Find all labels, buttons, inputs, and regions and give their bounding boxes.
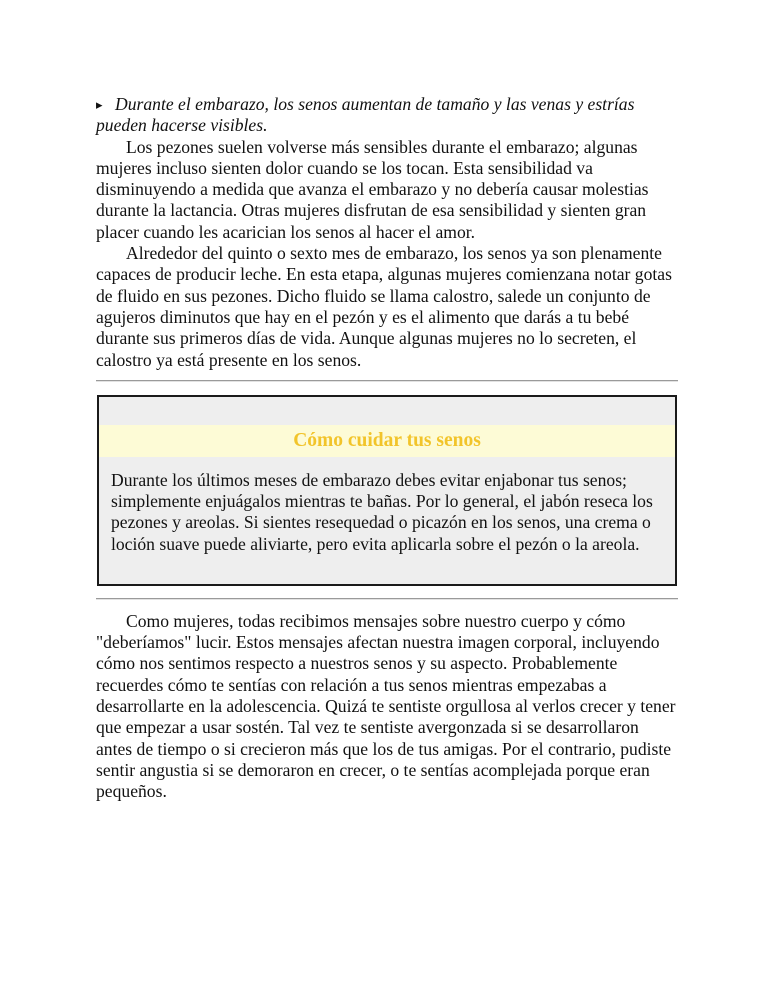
box-top-band: [99, 397, 675, 425]
horizontal-divider-top: [96, 380, 678, 382]
paragraph-colostrum: Alrededor del quinto o sexto mes de embarazo, los senos ya son plenamente capaces de producir leche. En esta etapa, algunas mujeres comienzana notar gotas de fluido en sus pezones. Dicho fluido se llama calostro, salede un conjunto de agujeros diminutos que hay en el pezón y es el alimento que darás a tu bebé durante sus primeros días de vida. Aunque algunas mujeres no lo secreten, el calostro ya está presente en los senos.: [96, 243, 672, 370]
box-title: Cómo cuidar tus senos: [293, 429, 481, 451]
triangle-bullet-icon: ▸: [96, 97, 103, 112]
box-body-text: Durante los últimos meses de embarazo debes evitar enjabonar tus senos; simplemente enjuágalos mientras te bañas. Por lo general, el jabón reseca los pezones y areolas. Si sientes resequedad o picazón en los senos, una crema o loción suave puede aliviarte, pero evita aplicarla sobre el pezón o la areola.: [111, 469, 653, 554]
box-title-band: [99, 425, 675, 457]
bullet-text: Durante el embarazo, los senos aumentan de tamaño y las venas y estrías pueden hacerse visibles.: [96, 94, 635, 136]
care-tips-box: [97, 395, 677, 586]
paragraph-nipple-sensitivity: Los pezones suelen volverse más sensibles durante el embarazo; algunas mujeres incluso sienten dolor cuando se los tocan. Esta sensibilidad va disminuyendo a medida que avanza el embarazo y no debería causar molestias durante la lactancia. Otras mujeres disfrutan de esa sensibilidad y sienten gran placer cuando les acarician los senos al hacer el amor.: [96, 136, 649, 242]
box-body: [99, 457, 675, 584]
document-page: [96, 94, 678, 803]
paragraph-body-image: Como mujeres, todas recibimos mensajes sobre nuestro cuerpo y cómo "deberíamos" lucir. Estos mensajes afectan nuestra imagen corporal, incluyendo cómo nos sentimos respecto a nuestros senos y su aspecto. Probablemente recuerdes cómo te sentías con relación a tus senos mientras empezabas a desarrollarte en la adolescencia. Quizá te sentiste orgullosa al verlos crecer y tener que empezar a usar sostén. Tal vez te sentiste avergonzada si se desarrollaron antes de tiempo o si crecieron más que los de tus amigas. Por el contrario, pudiste sentir angustia si se demoraron en crecer, o te sentías acomplejada porque eran pequeños.: [96, 610, 676, 802]
horizontal-divider-bottom: [96, 598, 678, 600]
bullet-item: [96, 94, 678, 137]
